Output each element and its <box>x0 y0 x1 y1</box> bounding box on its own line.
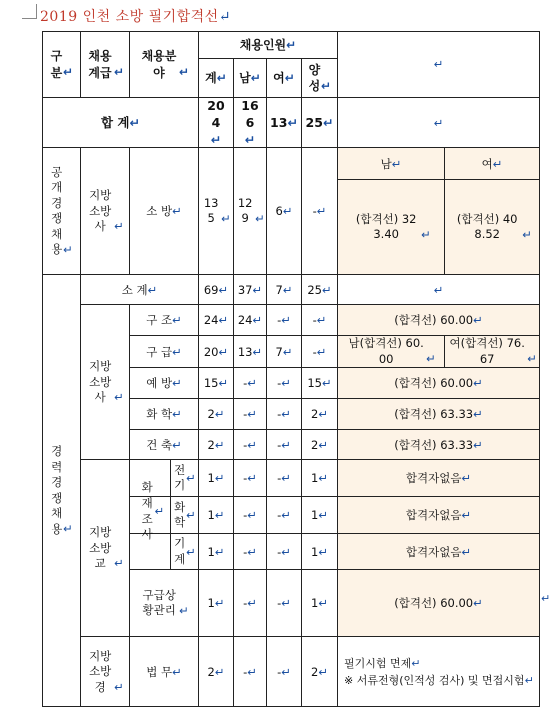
row-yang: -↵ <box>302 305 338 336</box>
open-nam-cutoff: (합격선) 323.40 ↵ <box>338 180 445 275</box>
career-subtotal-result-empty: ↵ <box>338 275 540 305</box>
row-field: 전기 ↵ <box>130 460 199 497</box>
header-yangseong: 양성↵ <box>302 59 338 98</box>
open-group: 공개경쟁채용↵ <box>43 148 81 275</box>
row-yeo: -↵ <box>267 430 302 460</box>
open-yang: -↵ <box>302 148 338 275</box>
total-result-empty: ↵ <box>338 98 540 148</box>
results-table <box>42 31 540 707</box>
open-nam: 129 ↵ <box>234 148 267 275</box>
row-field: 구급상황관리 ↵ <box>130 570 199 637</box>
open-gye: 135 ↵ <box>199 148 234 275</box>
career-subtotal-yeo: 7↵ <box>267 275 302 305</box>
total-yeo: 13↵ <box>267 98 302 148</box>
table-row <box>43 305 540 336</box>
row-result: (합격선) 60.00↵ <box>338 305 540 336</box>
row-gye: 1↵ <box>199 570 234 637</box>
row-nam: -↵ <box>234 534 267 570</box>
row-yang: 15↵ <box>302 368 338 399</box>
total-row <box>43 98 540 148</box>
row-result-nam: 남(합격선) 60.00 ↵ <box>338 336 445 368</box>
row-result-yeo: 여(합격선) 76.67 ↵ <box>445 336 540 368</box>
open-rank: 지방소방사 ↵ <box>81 148 130 275</box>
row-yeo: -↵ <box>267 497 302 534</box>
row-field: 화학 ↵ <box>130 497 199 534</box>
row-gye: 15↵ <box>199 368 234 399</box>
row-yang: 1↵ <box>302 534 338 570</box>
row-yeo: -↵ <box>267 368 302 399</box>
career-subtotal-gye: 69↵ <box>199 275 234 305</box>
row-yang: 2↵ <box>302 399 338 430</box>
row-result-note <box>338 637 540 707</box>
row-result: (합격선) 60.00↵ <box>338 368 540 399</box>
header-inwon: 채용인원↵ <box>199 32 338 59</box>
open-row <box>43 148 540 180</box>
row-yeo: -↵ <box>267 305 302 336</box>
note-line-2: ※ 서류전형(인적성 검사) 및 면접시험↵ <box>344 673 534 687</box>
total-yang: 25↵ <box>302 98 338 148</box>
row-nam: -↵ <box>234 570 267 637</box>
row-field: 기계 ↵ <box>130 534 199 570</box>
row-yang: 1↵ <box>302 497 338 534</box>
row-field: 건 축↵ <box>130 430 199 460</box>
row-yeo: -↵ <box>267 460 302 497</box>
header-result-empty: ↵ <box>338 32 540 98</box>
header-yeo: 여↵ <box>267 59 302 98</box>
row-gye: 2↵ <box>199 637 234 707</box>
row-yang: 1↵ <box>302 460 338 497</box>
open-yeo-cutoff: (합격선) 408.52 ↵ <box>445 180 540 275</box>
row-nam: -↵ <box>234 497 267 534</box>
table-row <box>43 637 540 707</box>
open-yeo-label: 여↵ <box>445 148 540 180</box>
row-yang: -↵ <box>302 336 338 368</box>
row-yang: 1↵ <box>302 570 338 637</box>
career-subtotal-row <box>43 275 540 305</box>
row-nam: -↵ <box>234 430 267 460</box>
row-yeo: 7↵ <box>267 336 302 368</box>
row-nam: 13↵ <box>234 336 267 368</box>
row-result: 합격자없음↵ <box>338 460 540 497</box>
row-gye: 1↵ <box>199 534 234 570</box>
row-nam: 24↵ <box>234 305 267 336</box>
row-gye: 20↵ <box>199 336 234 368</box>
row-nam: -↵ <box>234 399 267 430</box>
row-gye: 1↵ <box>199 460 234 497</box>
row-yeo: -↵ <box>267 399 302 430</box>
career-subtotal-nam: 37↵ <box>234 275 267 305</box>
header-gye: 계↵ <box>199 59 234 98</box>
row-gye: 2↵ <box>199 399 234 430</box>
row-result: 합격자없음↵ <box>338 497 540 534</box>
paragraph-mark: ↵ <box>541 592 551 605</box>
row-yang: 2↵ <box>302 430 338 460</box>
table-row <box>43 460 540 497</box>
row-field: 예 방↵ <box>130 368 199 399</box>
row-nam: -↵ <box>234 460 267 497</box>
total-gye: 204↵ <box>199 98 234 148</box>
page-corner-mark <box>22 4 37 19</box>
career-subtotal-yang: 25↵ <box>302 275 338 305</box>
header-gyegeup: 채용계급 ↵ <box>81 32 130 98</box>
open-nam-label: 남↵ <box>338 148 445 180</box>
total-nam: 166↵ <box>234 98 267 148</box>
note-line-1: 필기시험 면제↵ <box>344 656 421 670</box>
hwajae-josa-overlay: 화재조사 ↵ <box>141 480 165 542</box>
row-yang: 2↵ <box>302 637 338 707</box>
total-label: 합 계↵ <box>43 98 199 148</box>
career-subtotal-label: 소 계↵ <box>81 275 199 305</box>
row-field: 구 급↵ <box>130 336 199 368</box>
row-field: 화 학↵ <box>130 399 199 430</box>
header-gubun: 구분↵ <box>43 32 81 98</box>
career-rank-gyeong: 지방소방경 ↵ <box>81 637 130 707</box>
row-result: (합격선) 63.33↵ <box>338 430 540 460</box>
row-gye: 2↵ <box>199 430 234 460</box>
career-group: 경력경쟁채용↵ <box>43 275 81 707</box>
row-yeo: -↵ <box>267 570 302 637</box>
row-gye: 24↵ <box>199 305 234 336</box>
row-result: (합격선) 60.00↵ <box>338 570 540 637</box>
career-rank-gyo: 지방소방교 ↵ <box>81 460 130 637</box>
row-gye: 1↵ <box>199 497 234 534</box>
row-yeo: -↵ <box>267 637 302 707</box>
row-yeo: -↵ <box>267 534 302 570</box>
header-bunya: 채용분야 ↵ <box>130 32 199 98</box>
row-nam: -↵ <box>234 368 267 399</box>
row-result: 합격자없음↵ <box>338 534 540 570</box>
open-yeo: 6↵ <box>267 148 302 275</box>
row-nam: -↵ <box>234 637 267 707</box>
page-title: 2019 인천 소방 필기합격선↵ <box>40 9 231 25</box>
row-field: 구 조↵ <box>130 305 199 336</box>
row-field: 법 무↵ <box>130 637 199 707</box>
header-nam: 남↵ <box>234 59 267 98</box>
row-result: (합격선) 63.33↵ <box>338 399 540 430</box>
open-field: 소 방↵ <box>130 148 199 275</box>
career-rank-sa: 지방소방사 ↵ <box>81 305 130 460</box>
